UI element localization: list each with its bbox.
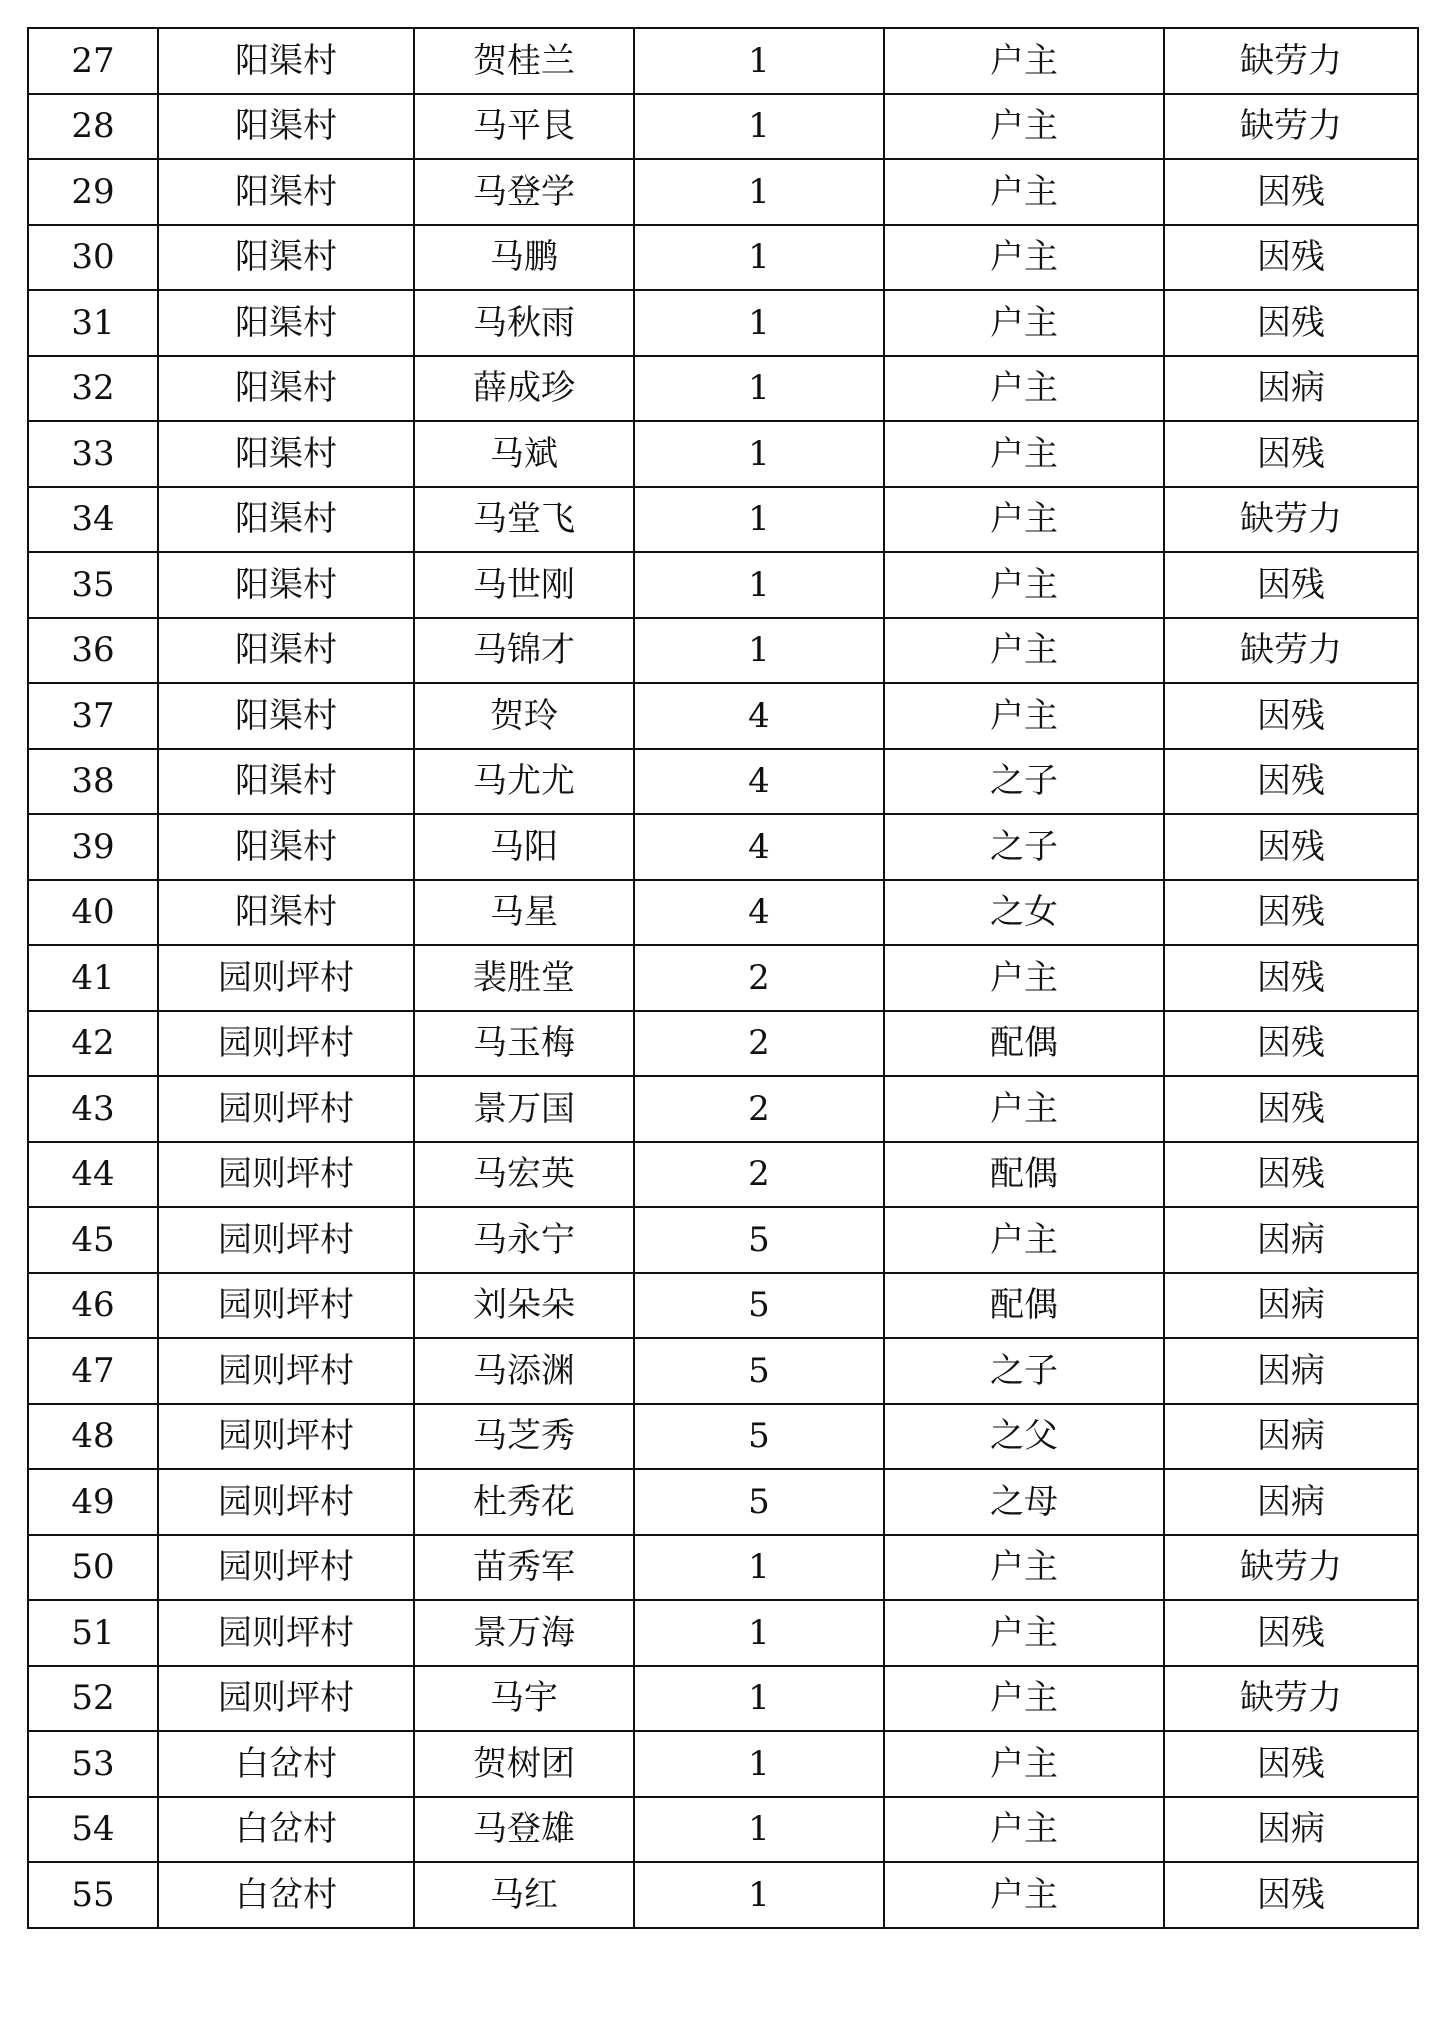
table-row [28, 1142, 1418, 1208]
reason-cell: 因残 [1164, 1142, 1418, 1208]
name-cell: 马宇 [414, 1666, 634, 1732]
row-number-cell: 33 [28, 421, 158, 487]
village-cell: 园则坪村 [158, 1404, 414, 1470]
name-cell: 马阳 [414, 814, 634, 880]
row-number-cell: 48 [28, 1404, 158, 1470]
name-cell: 贺树团 [414, 1731, 634, 1797]
table-row [28, 1011, 1418, 1077]
relation-cell: 户主 [884, 1731, 1164, 1797]
reason-cell: 因病 [1164, 356, 1418, 422]
household-size-cell: 1 [634, 356, 884, 422]
row-number-cell: 42 [28, 1011, 158, 1077]
name-cell: 马芝秀 [414, 1404, 634, 1470]
household-size-cell: 1 [634, 225, 884, 291]
reason-cell: 因病 [1164, 1404, 1418, 1470]
row-number-cell: 55 [28, 1862, 158, 1928]
village-cell: 白岔村 [158, 1797, 414, 1863]
household-size-cell: 5 [634, 1469, 884, 1535]
table-row [28, 683, 1418, 749]
name-cell: 马堂飞 [414, 487, 634, 553]
reason-cell: 缺劳力 [1164, 28, 1418, 94]
relation-cell: 户主 [884, 159, 1164, 225]
name-cell: 刘朵朵 [414, 1273, 634, 1339]
row-number-cell: 51 [28, 1600, 158, 1666]
row-number-cell: 52 [28, 1666, 158, 1732]
row-number-cell: 49 [28, 1469, 158, 1535]
table-row [28, 487, 1418, 553]
household-size-cell: 5 [634, 1404, 884, 1470]
village-cell: 园则坪村 [158, 1207, 414, 1273]
village-cell: 阳渠村 [158, 94, 414, 160]
name-cell: 杜秀花 [414, 1469, 634, 1535]
household-size-cell: 1 [634, 1731, 884, 1797]
name-cell: 贺桂兰 [414, 28, 634, 94]
table-row [28, 225, 1418, 291]
name-cell: 贺玲 [414, 683, 634, 749]
household-table [27, 27, 1419, 1929]
table-row [28, 1404, 1418, 1470]
relation-cell: 之子 [884, 814, 1164, 880]
village-cell: 阳渠村 [158, 487, 414, 553]
row-number-cell: 41 [28, 945, 158, 1011]
village-cell: 园则坪村 [158, 1535, 414, 1601]
row-number-cell: 39 [28, 814, 158, 880]
household-size-cell: 1 [634, 159, 884, 225]
row-number-cell: 46 [28, 1273, 158, 1339]
household-size-cell: 5 [634, 1338, 884, 1404]
household-size-cell: 5 [634, 1207, 884, 1273]
relation-cell: 户主 [884, 356, 1164, 422]
row-number-cell: 45 [28, 1207, 158, 1273]
household-size-cell: 4 [634, 814, 884, 880]
relation-cell: 户主 [884, 1600, 1164, 1666]
row-number-cell: 27 [28, 28, 158, 94]
name-cell: 马尤尤 [414, 749, 634, 815]
relation-cell: 之子 [884, 749, 1164, 815]
household-size-cell: 1 [634, 1535, 884, 1601]
relation-cell: 户主 [884, 1666, 1164, 1732]
reason-cell: 因残 [1164, 1862, 1418, 1928]
village-cell: 园则坪村 [158, 1011, 414, 1077]
name-cell: 马世刚 [414, 552, 634, 618]
relation-cell: 户主 [884, 1797, 1164, 1863]
village-cell: 白岔村 [158, 1862, 414, 1928]
table-row [28, 1207, 1418, 1273]
name-cell: 马红 [414, 1862, 634, 1928]
reason-cell: 因病 [1164, 1273, 1418, 1339]
table-row [28, 814, 1418, 880]
household-size-cell: 5 [634, 1273, 884, 1339]
reason-cell: 因残 [1164, 749, 1418, 815]
village-cell: 阳渠村 [158, 356, 414, 422]
reason-cell: 因残 [1164, 1600, 1418, 1666]
household-size-cell: 4 [634, 749, 884, 815]
name-cell: 马平艮 [414, 94, 634, 160]
name-cell: 马添渊 [414, 1338, 634, 1404]
relation-cell: 户主 [884, 945, 1164, 1011]
relation-cell: 之母 [884, 1469, 1164, 1535]
relation-cell: 户主 [884, 225, 1164, 291]
name-cell: 裴胜堂 [414, 945, 634, 1011]
table-row [28, 290, 1418, 356]
relation-cell: 户主 [884, 1207, 1164, 1273]
household-size-cell: 2 [634, 1011, 884, 1077]
table-row [28, 421, 1418, 487]
village-cell: 阳渠村 [158, 749, 414, 815]
village-cell: 阳渠村 [158, 552, 414, 618]
table-row [28, 1731, 1418, 1797]
reason-cell: 因残 [1164, 421, 1418, 487]
household-size-cell: 2 [634, 945, 884, 1011]
village-cell: 阳渠村 [158, 814, 414, 880]
household-size-cell: 2 [634, 1076, 884, 1142]
row-number-cell: 50 [28, 1535, 158, 1601]
village-cell: 白岔村 [158, 1731, 414, 1797]
household-size-cell: 1 [634, 421, 884, 487]
row-number-cell: 35 [28, 552, 158, 618]
village-cell: 园则坪村 [158, 1469, 414, 1535]
row-number-cell: 44 [28, 1142, 158, 1208]
row-number-cell: 37 [28, 683, 158, 749]
table-row [28, 880, 1418, 946]
village-cell: 园则坪村 [158, 945, 414, 1011]
relation-cell: 户主 [884, 618, 1164, 684]
reason-cell: 缺劳力 [1164, 618, 1418, 684]
relation-cell: 户主 [884, 487, 1164, 553]
relation-cell: 户主 [884, 94, 1164, 160]
relation-cell: 户主 [884, 421, 1164, 487]
household-size-cell: 1 [634, 487, 884, 553]
row-number-cell: 31 [28, 290, 158, 356]
village-cell: 园则坪村 [158, 1142, 414, 1208]
relation-cell: 配偶 [884, 1273, 1164, 1339]
name-cell: 马斌 [414, 421, 634, 487]
village-cell: 阳渠村 [158, 421, 414, 487]
name-cell: 马宏英 [414, 1142, 634, 1208]
name-cell: 马锦才 [414, 618, 634, 684]
row-number-cell: 40 [28, 880, 158, 946]
name-cell: 景万海 [414, 1600, 634, 1666]
table-row [28, 1797, 1418, 1863]
village-cell: 园则坪村 [158, 1600, 414, 1666]
row-number-cell: 32 [28, 356, 158, 422]
row-number-cell: 53 [28, 1731, 158, 1797]
village-cell: 园则坪村 [158, 1273, 414, 1339]
table-row [28, 94, 1418, 160]
row-number-cell: 30 [28, 225, 158, 291]
table-row [28, 159, 1418, 225]
relation-cell: 之子 [884, 1338, 1164, 1404]
reason-cell: 因病 [1164, 1797, 1418, 1863]
table-row [28, 1600, 1418, 1666]
reason-cell: 缺劳力 [1164, 94, 1418, 160]
reason-cell: 因残 [1164, 683, 1418, 749]
name-cell: 马永宁 [414, 1207, 634, 1273]
name-cell: 苗秀军 [414, 1535, 634, 1601]
table-row [28, 945, 1418, 1011]
reason-cell: 因残 [1164, 552, 1418, 618]
household-size-cell: 1 [634, 1666, 884, 1732]
village-cell: 阳渠村 [158, 618, 414, 684]
reason-cell: 缺劳力 [1164, 487, 1418, 553]
table-row [28, 1862, 1418, 1928]
household-size-cell: 1 [634, 94, 884, 160]
table-row [28, 1076, 1418, 1142]
village-cell: 园则坪村 [158, 1666, 414, 1732]
name-cell: 马鹏 [414, 225, 634, 291]
village-cell: 阳渠村 [158, 290, 414, 356]
household-size-cell: 1 [634, 1600, 884, 1666]
reason-cell: 因残 [1164, 880, 1418, 946]
reason-cell: 因残 [1164, 290, 1418, 356]
reason-cell: 因病 [1164, 1469, 1418, 1535]
relation-cell: 之父 [884, 1404, 1164, 1470]
village-cell: 阳渠村 [158, 225, 414, 291]
table-row [28, 356, 1418, 422]
household-size-cell: 4 [634, 683, 884, 749]
relation-cell: 户主 [884, 552, 1164, 618]
household-size-cell: 1 [634, 28, 884, 94]
row-number-cell: 54 [28, 1797, 158, 1863]
table-row [28, 749, 1418, 815]
table-row [28, 1666, 1418, 1732]
name-cell: 马登学 [414, 159, 634, 225]
table-row [28, 1338, 1418, 1404]
relation-cell: 户主 [884, 1076, 1164, 1142]
table-row [28, 1273, 1418, 1339]
row-number-cell: 28 [28, 94, 158, 160]
household-size-cell: 1 [634, 618, 884, 684]
row-number-cell: 47 [28, 1338, 158, 1404]
relation-cell: 户主 [884, 1862, 1164, 1928]
name-cell: 马星 [414, 880, 634, 946]
name-cell: 薛成珍 [414, 356, 634, 422]
village-cell: 阳渠村 [158, 683, 414, 749]
reason-cell: 因残 [1164, 1011, 1418, 1077]
household-size-cell: 1 [634, 1862, 884, 1928]
village-cell: 阳渠村 [158, 159, 414, 225]
name-cell: 马玉梅 [414, 1011, 634, 1077]
table-row [28, 552, 1418, 618]
relation-cell: 户主 [884, 683, 1164, 749]
relation-cell: 配偶 [884, 1011, 1164, 1077]
name-cell: 马秋雨 [414, 290, 634, 356]
row-number-cell: 34 [28, 487, 158, 553]
relation-cell: 户主 [884, 290, 1164, 356]
table-row [28, 1469, 1418, 1535]
reason-cell: 因残 [1164, 814, 1418, 880]
household-size-cell: 1 [634, 290, 884, 356]
village-cell: 园则坪村 [158, 1076, 414, 1142]
village-cell: 园则坪村 [158, 1338, 414, 1404]
reason-cell: 因残 [1164, 945, 1418, 1011]
relation-cell: 之女 [884, 880, 1164, 946]
table-row [28, 618, 1418, 684]
reason-cell: 因残 [1164, 159, 1418, 225]
household-size-cell: 2 [634, 1142, 884, 1208]
reason-cell: 因残 [1164, 1731, 1418, 1797]
name-cell: 景万国 [414, 1076, 634, 1142]
village-cell: 阳渠村 [158, 28, 414, 94]
row-number-cell: 38 [28, 749, 158, 815]
reason-cell: 因病 [1164, 1338, 1418, 1404]
household-size-cell: 1 [634, 1797, 884, 1863]
name-cell: 马登雄 [414, 1797, 634, 1863]
table-row [28, 1535, 1418, 1601]
reason-cell: 因残 [1164, 1076, 1418, 1142]
reason-cell: 因残 [1164, 225, 1418, 291]
reason-cell: 缺劳力 [1164, 1666, 1418, 1732]
row-number-cell: 43 [28, 1076, 158, 1142]
reason-cell: 因病 [1164, 1207, 1418, 1273]
relation-cell: 配偶 [884, 1142, 1164, 1208]
household-size-cell: 1 [634, 552, 884, 618]
table-body [28, 28, 1418, 1928]
village-cell: 阳渠村 [158, 880, 414, 946]
row-number-cell: 36 [28, 618, 158, 684]
table-row [28, 28, 1418, 94]
reason-cell: 缺劳力 [1164, 1535, 1418, 1601]
relation-cell: 户主 [884, 28, 1164, 94]
relation-cell: 户主 [884, 1535, 1164, 1601]
row-number-cell: 29 [28, 159, 158, 225]
household-size-cell: 4 [634, 880, 884, 946]
